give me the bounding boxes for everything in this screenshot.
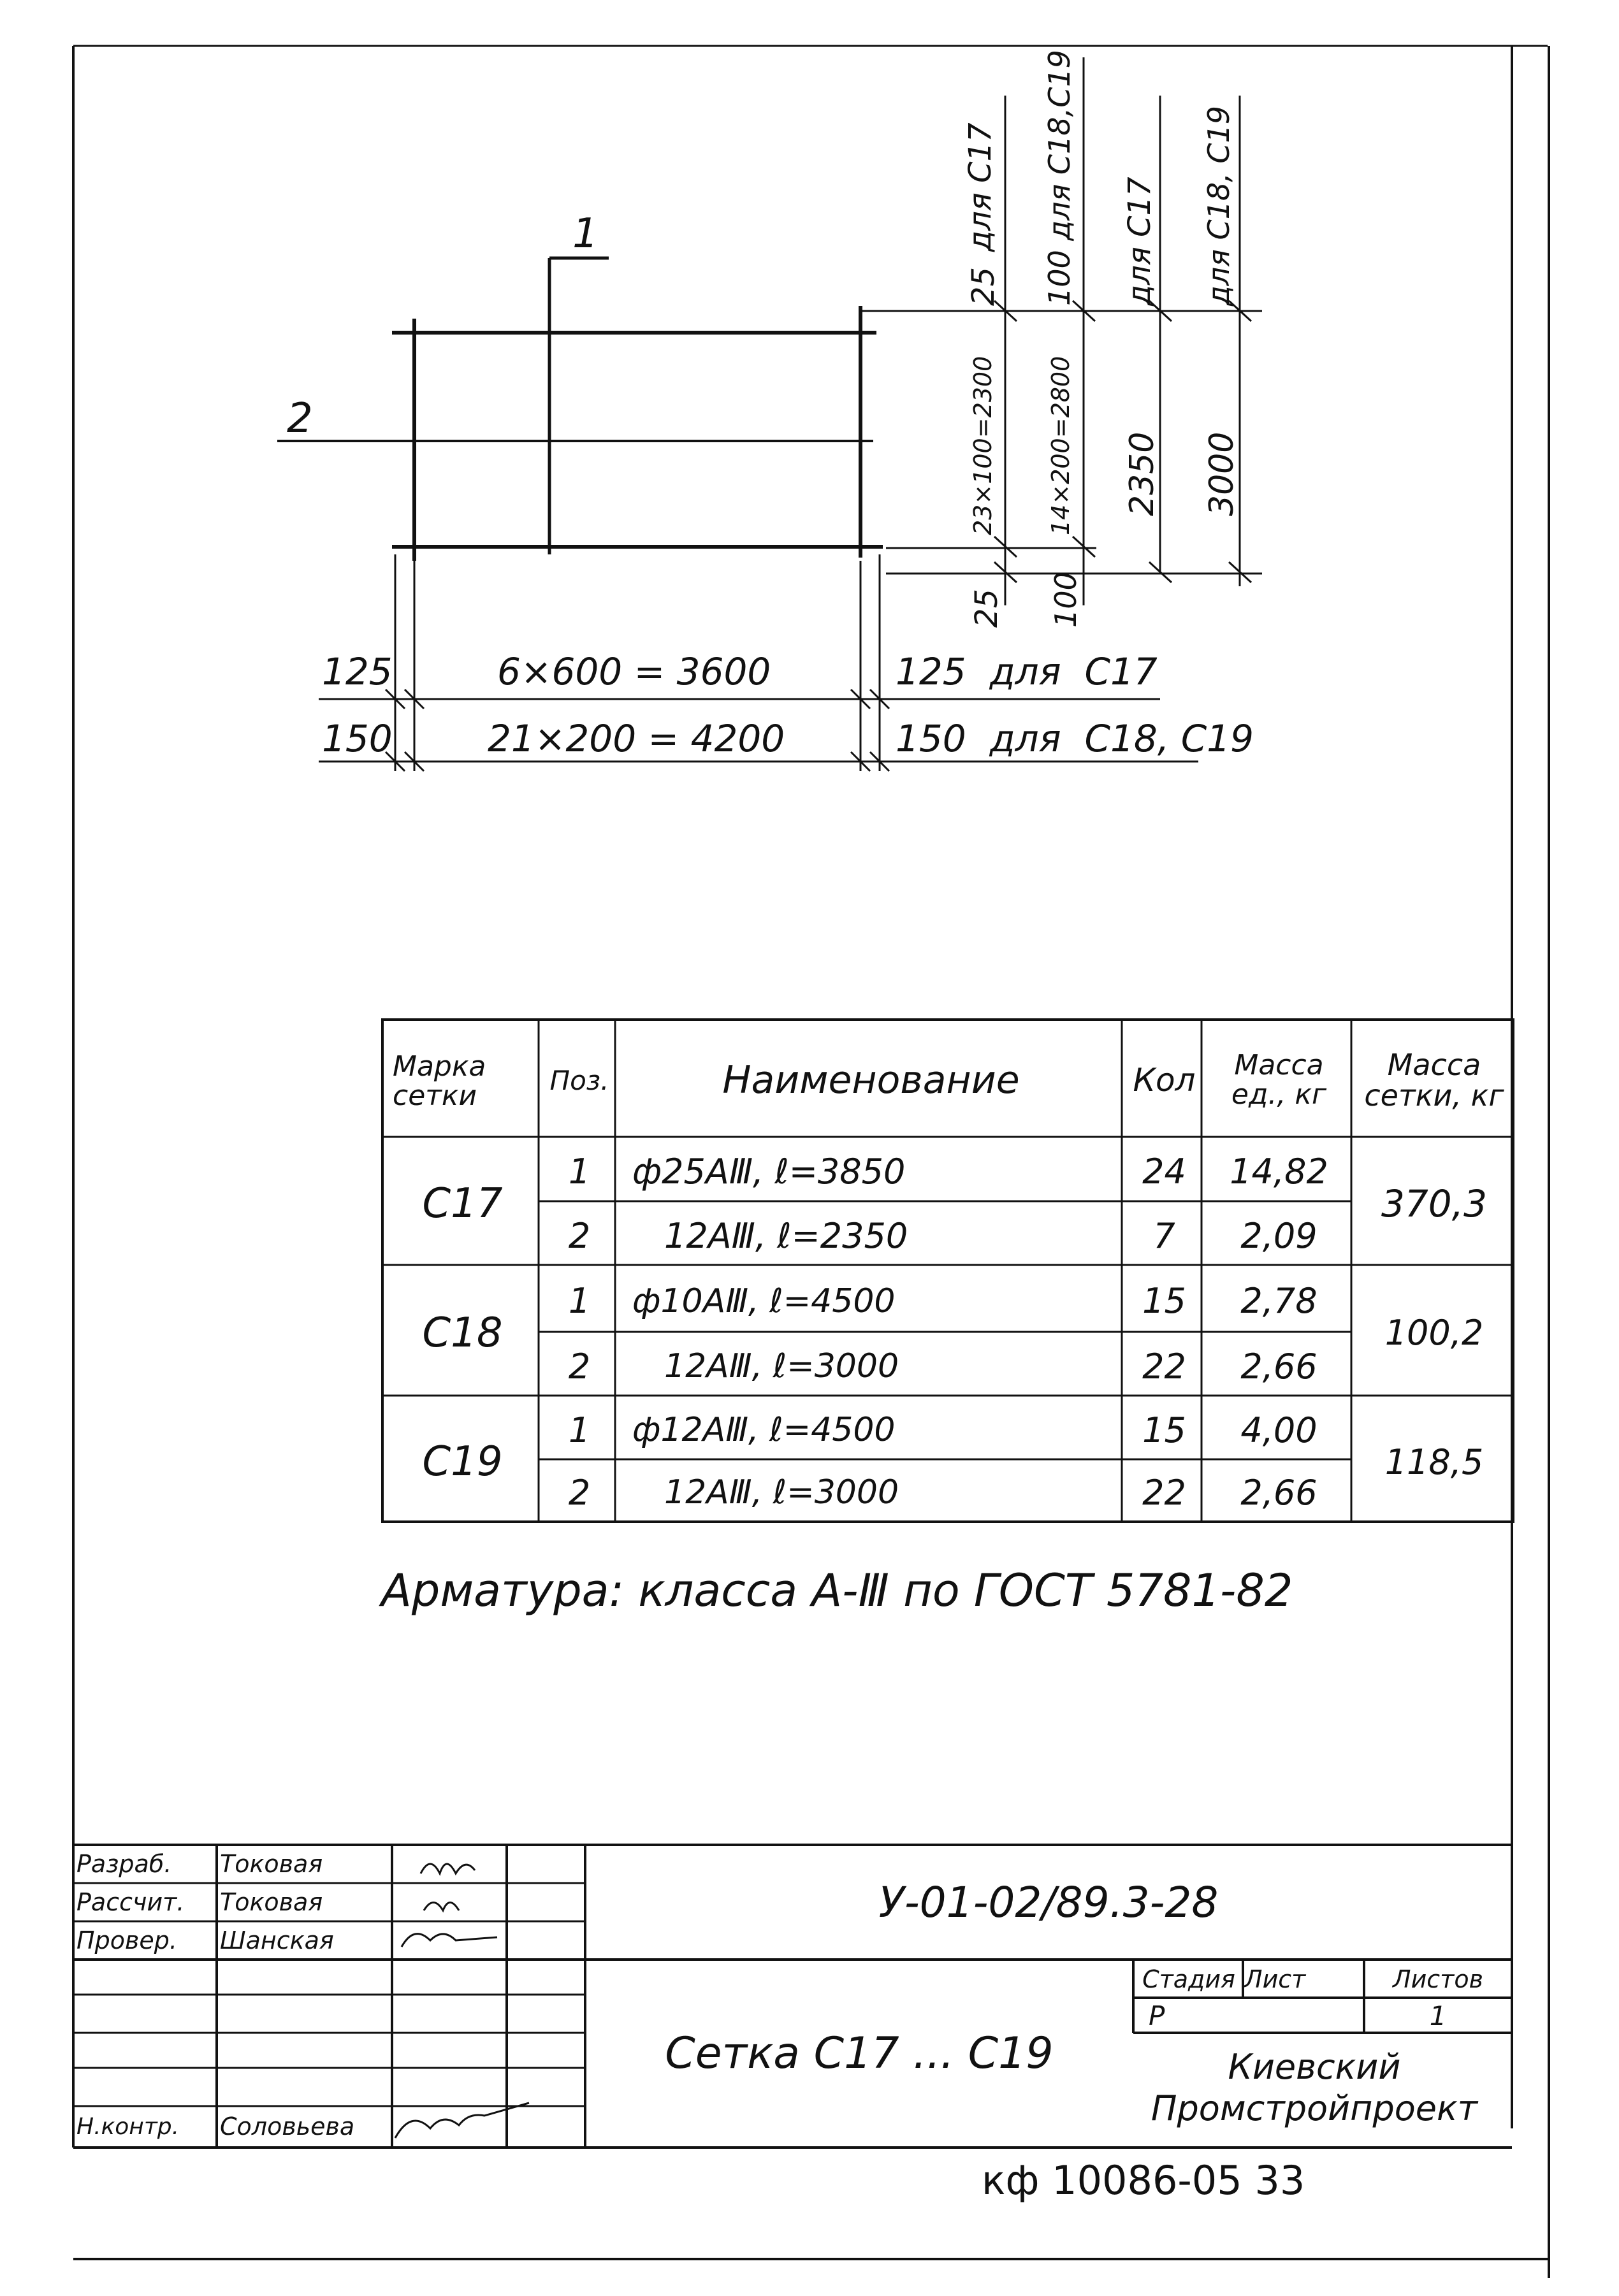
spec-name: ф12AⅢ, ℓ=4500 bbox=[632, 1411, 896, 1449]
dim-top-100-c18-c19: 100 для C18,C19 bbox=[1042, 50, 1077, 306]
spec-unit-mass: 2,09 bbox=[1240, 1215, 1318, 1256]
spec-qty: 15 bbox=[1142, 1281, 1186, 1321]
dim-span-2300: 23×100=2300 bbox=[969, 356, 997, 535]
tb-name-3: Шанская bbox=[220, 1926, 334, 1954]
signature-7 bbox=[395, 2103, 529, 2138]
spec-mesh-mass-c18: 100,2 bbox=[1384, 1313, 1484, 1353]
spec-unit-mass: 2,66 bbox=[1240, 1472, 1318, 1513]
tb-role-3: Провер. bbox=[76, 1926, 177, 1954]
spec-pos: 1 bbox=[568, 1410, 591, 1450]
spec-qty: 22 bbox=[1142, 1346, 1186, 1387]
dim-span-c18-c19: 21×200 = 4200 bbox=[488, 717, 785, 760]
signature-1 bbox=[421, 1864, 475, 1874]
tb-name-7: Соловьева bbox=[220, 2112, 355, 2141]
dim-span-c17: 6×600 = 3600 bbox=[497, 650, 771, 693]
spec-mark-c19: C19 bbox=[422, 1438, 503, 1485]
spec-pos: 1 bbox=[568, 1281, 591, 1321]
signature-2 bbox=[424, 1903, 459, 1911]
reinforcement-note: Арматура: класса А-Ⅲ по ГОСТ 5781-82 bbox=[381, 1564, 1293, 1617]
spec-name: ф10AⅢ, ℓ=4500 bbox=[632, 1282, 896, 1320]
dim-top-c17: для C17 bbox=[962, 122, 998, 252]
sheet-title: Сетка C17 ... C19 bbox=[665, 2028, 1054, 2079]
sheet-label: Лист bbox=[1244, 1965, 1306, 1993]
dim-right-c18-c19: 150 для C18, C19 bbox=[896, 717, 1254, 760]
stage-value: Р bbox=[1149, 2000, 1165, 2032]
dim-left-c17: 125 bbox=[322, 650, 393, 693]
spec-header-qty: Кол bbox=[1133, 1062, 1196, 1099]
tb-role-1: Разраб. bbox=[76, 1850, 172, 1878]
spec-pos: 1 bbox=[568, 1152, 591, 1192]
bar-label-1: 1 bbox=[572, 210, 599, 257]
spec-qty: 7 bbox=[1153, 1215, 1175, 1256]
spec-header-pos: Поз. bbox=[549, 1064, 609, 1096]
spec-pos: 2 bbox=[568, 1346, 591, 1387]
signature-3 bbox=[402, 1934, 497, 1947]
spec-header-unit-mass: Масса ед., кг bbox=[1231, 1048, 1327, 1111]
dim-bottom-100: 100 bbox=[1049, 572, 1083, 628]
doc-code: У-01-02/89.3-28 bbox=[878, 1877, 1219, 1927]
dim-left-c18-c19: 150 bbox=[322, 717, 393, 760]
spec-name: 12AⅢ, ℓ=3000 bbox=[664, 1473, 899, 1512]
bar-label-2: 2 bbox=[287, 395, 313, 442]
tb-role-7: Н.контр. bbox=[76, 2113, 180, 2140]
spec-unit-mass: 14,82 bbox=[1230, 1152, 1328, 1192]
spec-mesh-mass-c19: 118,5 bbox=[1384, 1441, 1484, 1482]
spec-name: 12AⅢ, ℓ=2350 bbox=[664, 1215, 908, 1256]
dim-span-2800: 14×200=2800 bbox=[1047, 356, 1075, 535]
spec-name: 12AⅢ, ℓ=3000 bbox=[664, 1347, 899, 1385]
spec-qty: 15 bbox=[1142, 1410, 1186, 1450]
signatures bbox=[395, 1864, 529, 2138]
sheet-value bbox=[1244, 1999, 1363, 2032]
sheets-label: Листов bbox=[1393, 1965, 1483, 1993]
dim-total-2350: 2350 bbox=[1123, 431, 1161, 516]
archive-number: кф 10086-05 33 bbox=[982, 2157, 1305, 2204]
spec-pos: 2 bbox=[568, 1472, 591, 1513]
spec-mark-c17: C17 bbox=[422, 1180, 503, 1227]
dim-total-3000: 3000 bbox=[1203, 431, 1241, 516]
stage-label: Стадия bbox=[1142, 1965, 1235, 1993]
spec-unit-mass: 2,66 bbox=[1240, 1346, 1318, 1387]
dim-bottom-25: 25 bbox=[969, 588, 1005, 628]
mesh-plan bbox=[277, 258, 883, 561]
spec-table bbox=[381, 1018, 1514, 1523]
spec-mesh-mass-c17: 370,3 bbox=[1381, 1181, 1488, 1225]
spec-qty: 24 bbox=[1142, 1152, 1186, 1192]
spec-mark-c18: C18 bbox=[422, 1309, 503, 1357]
tb-role-2: Рассчит. bbox=[76, 1888, 185, 1916]
spec-unit-mass: 2,78 bbox=[1240, 1281, 1318, 1321]
organization: Киевский Промстройпроект bbox=[1151, 2047, 1478, 2128]
spec-header-mark: Марка сетки bbox=[393, 1050, 486, 1112]
spec-qty: 22 bbox=[1142, 1472, 1186, 1513]
spec-unit-mass: 4,00 bbox=[1240, 1410, 1318, 1450]
dim-top-25: 25 bbox=[966, 266, 1001, 306]
sheets-value: 1 bbox=[1429, 2000, 1447, 2032]
tb-name-1: Токовая bbox=[220, 1850, 323, 1878]
spec-header-name: Наименование bbox=[722, 1058, 1020, 1102]
tb-name-2: Токовая bbox=[220, 1888, 323, 1916]
dim-total-c17-label: для C17 bbox=[1122, 177, 1158, 306]
spec-pos: 2 bbox=[568, 1215, 591, 1256]
dim-total-c18-c19-label: для C18, C19 bbox=[1202, 105, 1236, 306]
spec-name: ф25AⅢ, ℓ=3850 bbox=[632, 1152, 906, 1192]
spec-header-mesh-mass: Масса сетки, кг bbox=[1364, 1047, 1504, 1113]
dim-right-c17: 125 для C17 bbox=[896, 650, 1158, 693]
